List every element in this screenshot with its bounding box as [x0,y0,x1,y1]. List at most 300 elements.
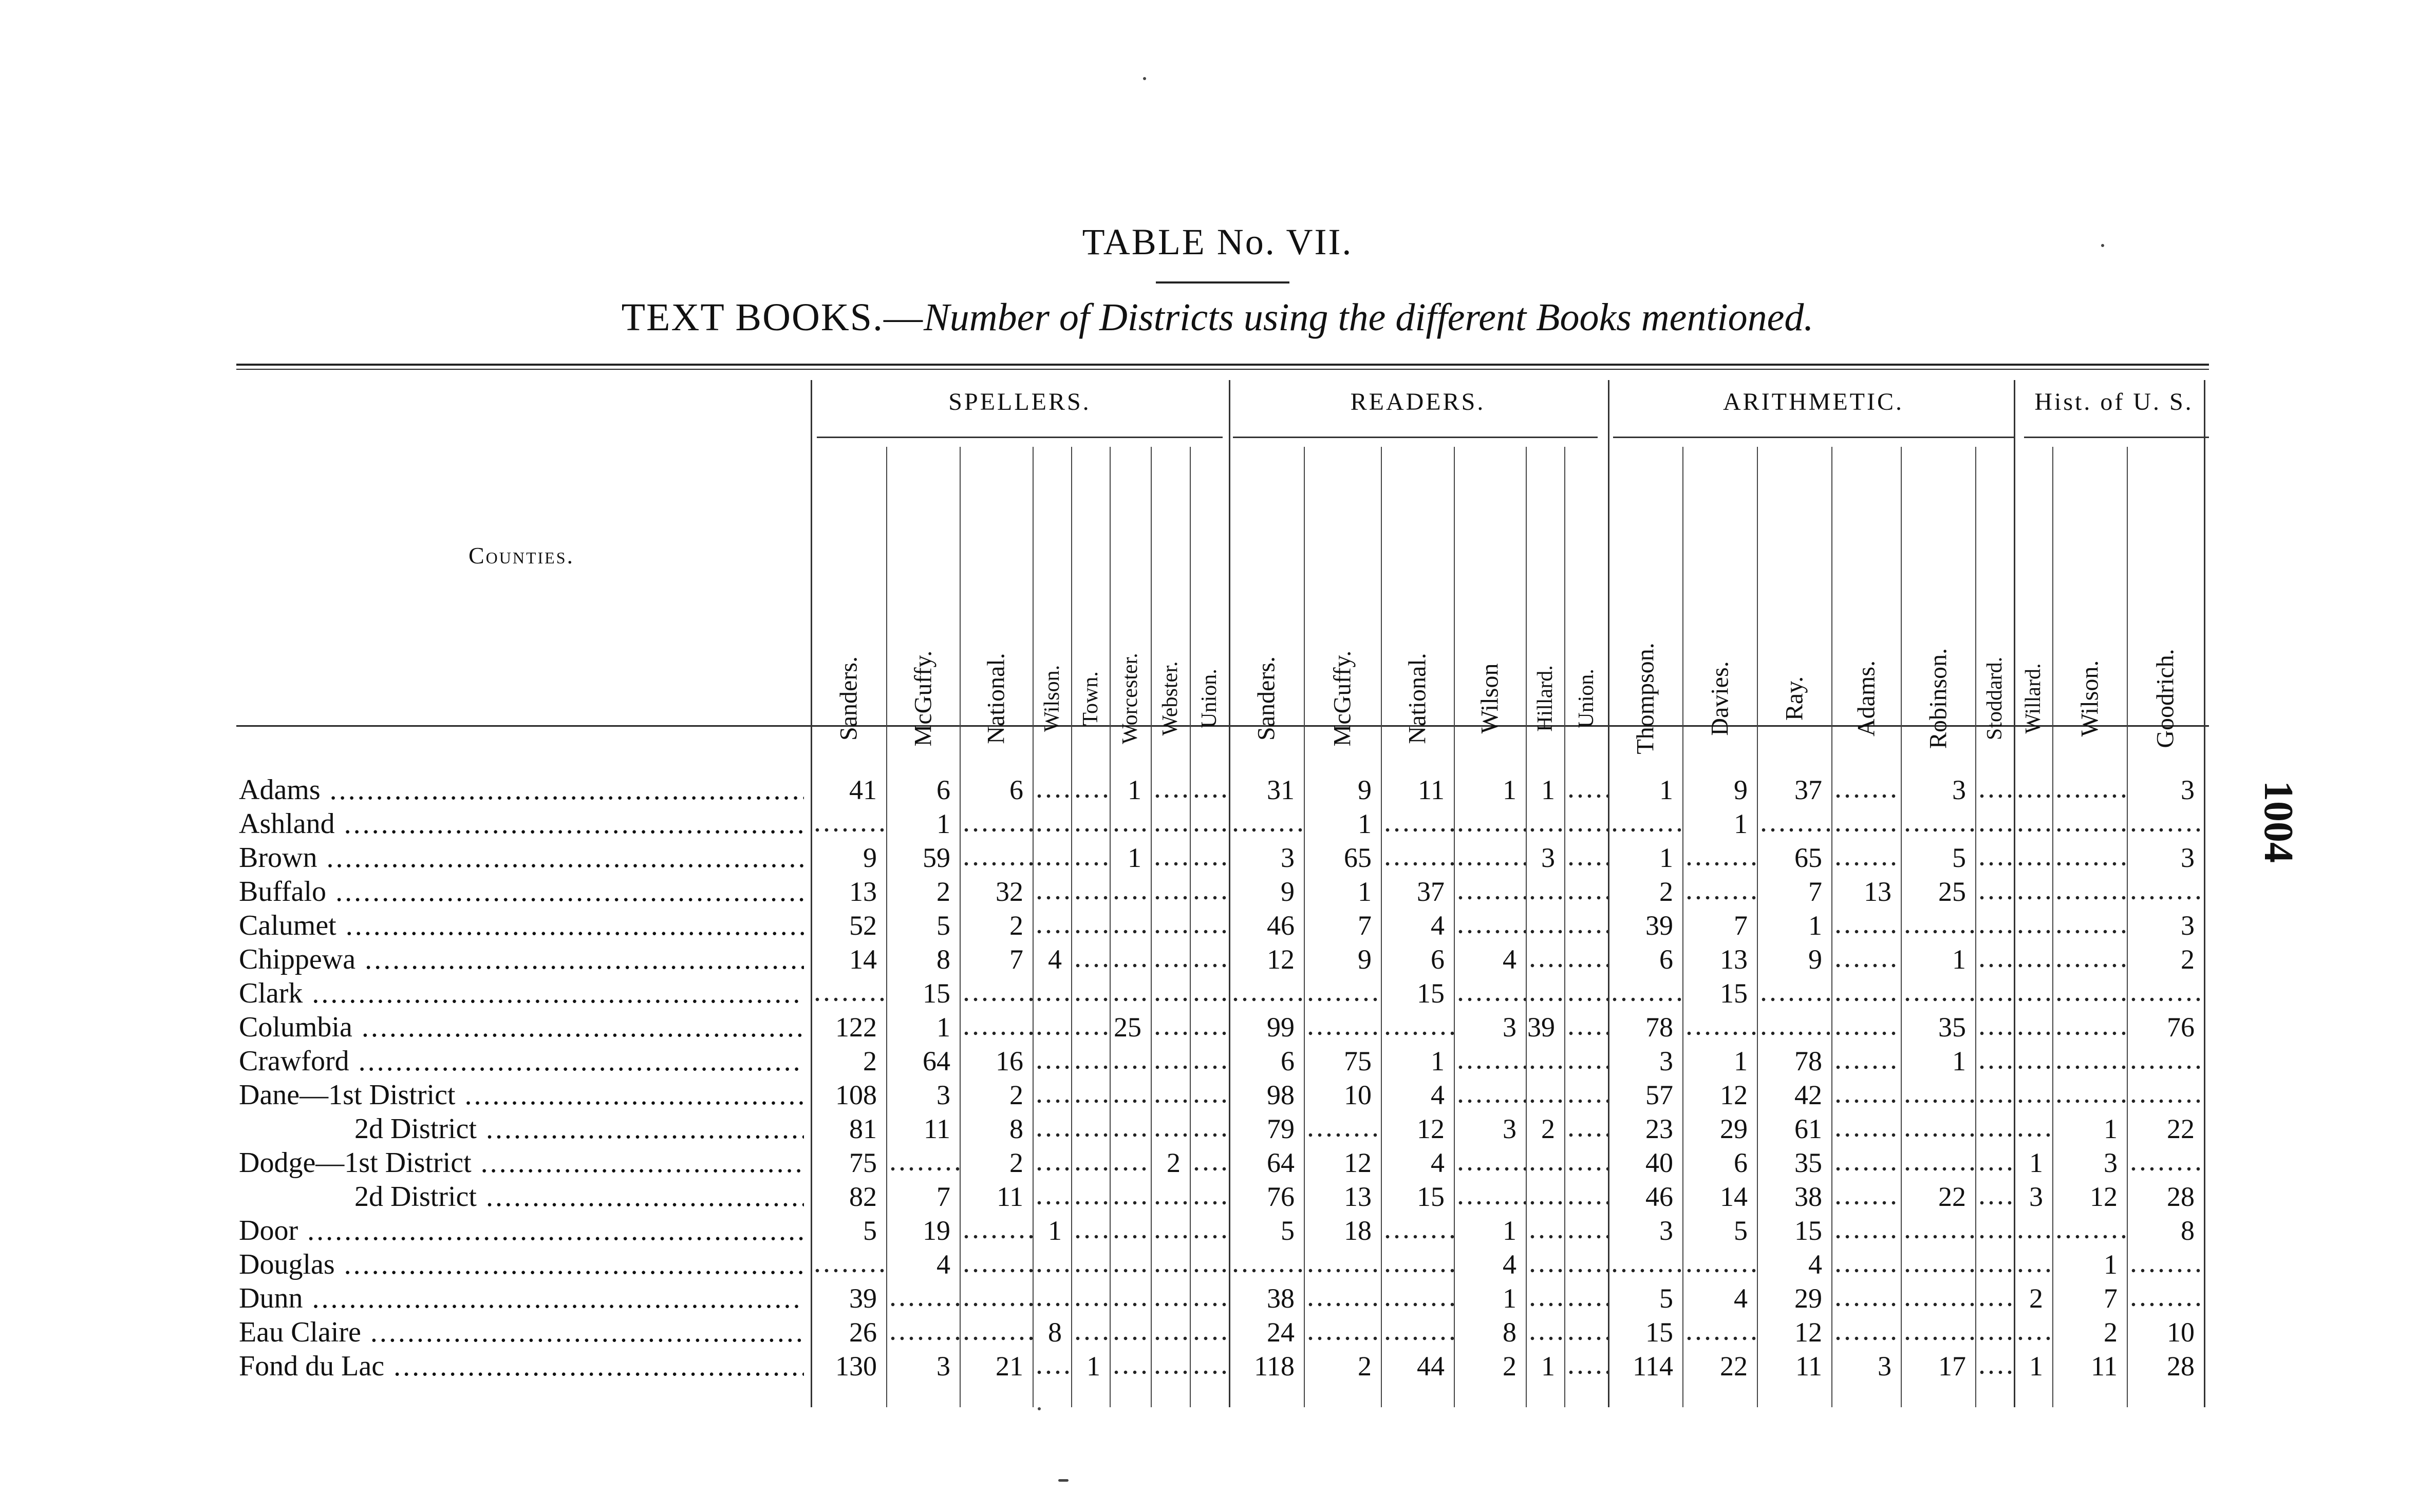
table-cell [2014,1248,2052,1281]
table-cell [1831,1214,1901,1248]
table-cell: 8 [1503,1317,1516,1348]
table-cell [1033,875,1071,909]
table-cell: 2 [1009,1147,1023,1178]
table-cell [1151,942,1190,976]
table-cell [2127,807,2204,841]
table-cell [1564,875,1608,909]
table-cell: 15 [1645,1317,1673,1348]
subtitle-description: Number of Districts using the different Books mentioned. [924,296,1814,339]
table-cell: 1 [1503,1283,1516,1314]
table-cell [1564,1180,1608,1214]
table-cell [1071,1112,1110,1146]
table-cell [1975,1078,2014,1112]
table-cell [1304,1315,1381,1349]
table-cell [1190,841,1229,875]
table-cell [1564,976,1608,1010]
table-cell: 1 [2029,1147,2043,1178]
table-cell: 28 [2167,1181,2195,1212]
table-cell: 19 [923,1215,950,1246]
table-cell: 26 [849,1317,877,1348]
table-cell: 11 [1418,774,1445,805]
table-cell: 1 [2104,1113,2118,1144]
table-cell: 25 [1114,1012,1141,1043]
table-cell [1454,807,1526,841]
table-cell [1229,807,1304,841]
table-cell [1564,1349,1608,1383]
table-cell [1304,1112,1381,1146]
table-cell [1564,942,1608,976]
table-cell: 61 [1794,1113,1822,1144]
table-cell [1901,1146,1975,1180]
table-cell [1190,1214,1229,1248]
table-cell [1975,841,2014,875]
table-cell [1608,976,1682,1010]
table-cell: 3 [1659,1046,1673,1076]
table-cell [1071,976,1110,1010]
table-cell [1110,1315,1151,1349]
table-cell [2014,1214,2052,1248]
table-cell: 2 [1659,876,1673,907]
table-cell: 29 [1720,1113,1748,1144]
table-cell: 11 [2091,1351,2118,1382]
table-cell [1151,909,1190,942]
table-cell [1110,875,1151,909]
table-cell [1831,1112,1901,1146]
table-cell [2052,773,2127,807]
table-cell [2014,1044,2052,1078]
table-row [0,807,2435,841]
table-cell: 13 [1864,876,1891,907]
table-cell [1190,1281,1229,1315]
table-cell [1229,1248,1304,1281]
table-cell [1151,1214,1190,1248]
table-row [0,841,2435,875]
table-cell [811,976,886,1010]
table-cell [2014,1010,2052,1044]
table-cell [1071,1078,1110,1112]
table-cell: 22 [2167,1113,2195,1144]
table-cell: 1 [936,808,950,839]
table-cell [1564,909,1608,942]
table-cell [1381,1281,1454,1315]
table-cell: 6 [1659,944,1673,975]
table-cell [1564,1112,1608,1146]
table-cell [1831,1248,1901,1281]
table-cell [1901,807,1975,841]
table-cell [811,807,886,841]
table-cell: 4 [936,1249,950,1280]
table-subtitle [0,295,2435,340]
table-cell [1901,909,1975,942]
table-cell: 8 [2181,1215,2195,1246]
table-cell: 11 [1795,1351,1822,1382]
table-cell: 76 [2167,1012,2195,1043]
table-cell: 3 [2029,1181,2043,1212]
table-cell [1454,976,1526,1010]
table-cell: 12 [1794,1317,1822,1348]
table-cell [1975,1248,2014,1281]
table-cell: 81 [849,1113,877,1144]
table-cell: 3 [2181,774,2195,805]
group-header-history: Hist. of U. S. [2034,388,2194,415]
table-cell [1831,1180,1901,1214]
table-cell [1071,1044,1110,1078]
table-cell: 22 [1938,1181,1966,1212]
table-cell [1190,807,1229,841]
group-header-spellers: SPELLERS. [948,388,1091,415]
table-cell [1526,1146,1564,1180]
column-header-label: Union. [1197,669,1221,728]
table-cell [2014,1112,2052,1146]
table-cell [1682,841,1757,875]
county-name: Dunn ..... [239,1281,804,1315]
table-cell [1033,1248,1071,1281]
table-cell [1975,909,2014,942]
table-cell [1033,1112,1071,1146]
county-name: 2d District ..... [354,1180,804,1214]
table-cell [1526,942,1564,976]
table-cell: 65 [1794,842,1822,873]
table-cell: 13 [1720,944,1748,975]
table-cell [1975,1112,2014,1146]
table-cell [1151,1078,1190,1112]
table-cell: 6 [1431,944,1445,975]
table-cell: 38 [1267,1283,1295,1314]
page-number: 1004 [2256,781,2301,863]
table-cell [1975,807,2014,841]
table-cell [2052,1044,2127,1078]
table-cell: 2 [1503,1351,1516,1382]
table-cell [2052,909,2127,942]
column-header-label: Goodrich. [2151,649,2179,748]
table-cell [1831,1315,1901,1349]
table-cell [1975,1349,2014,1383]
column-header-label: Robinson. [1924,648,1952,749]
table-cell: 15 [1417,1181,1445,1212]
table-cell [1151,1180,1190,1214]
table-cell: 9 [1358,774,1372,805]
table-cell: 17 [1938,1351,1966,1382]
table-cell [1151,1248,1190,1281]
table-cell: 57 [1645,1080,1673,1110]
table-cell: 15 [923,978,950,1009]
table-row [0,976,2435,1010]
table-title: TABLE No. VII. [1082,221,1353,262]
table-cell: 6 [1734,1147,1748,1178]
table-cell [2014,909,2052,942]
table-cell [1454,909,1526,942]
table-cell [1975,942,2014,976]
table-cell: 11 [924,1113,950,1144]
table-cell [1110,807,1151,841]
table-cell: 59 [923,842,950,873]
table-cell [2052,942,2127,976]
table-cell: 3 [1503,1012,1516,1043]
table-cell: 24 [1267,1317,1295,1348]
table-cell [2014,1315,2052,1349]
county-name: 2d District ..... [354,1112,804,1146]
table-cell [2127,875,2204,909]
table-cell [1110,976,1151,1010]
table-cell [1190,1180,1229,1214]
table-row [0,1044,2435,1078]
table-cell [2014,1078,2052,1112]
table-cell: 13 [1344,1181,1372,1212]
print-speck [1058,1479,1069,1482]
table-cell: 12 [1267,944,1295,975]
table-cell [1975,1044,2014,1078]
table-cell [1381,1315,1454,1349]
table-cell [1682,875,1757,909]
table-cell [1110,1112,1151,1146]
table-cell: 3 [2181,910,2195,941]
table-cell [886,1146,960,1180]
table-cell [1608,807,1682,841]
table-cell: 41 [849,774,877,805]
table-cell [1564,773,1608,807]
table-cell: 4 [1431,1080,1445,1110]
table-cell: 2 [1541,1113,1555,1144]
column-header-label: Stoddard. [1982,656,2007,741]
table-row [0,1010,2435,1044]
column-header-label: National. [982,653,1010,744]
table-cell: 4 [1503,944,1516,975]
table-cell [1831,1044,1901,1078]
table-cell: 38 [1794,1181,1822,1212]
table-cell [1151,1281,1190,1315]
column-header-label: Adams. [1852,660,1880,736]
table-cell [1564,1044,1608,1078]
table-cell [1831,1010,1901,1044]
table-cell [1564,1315,1608,1349]
table-cell: 8 [936,944,950,975]
table-cell: 1 [1541,1351,1555,1382]
table-cell [1975,773,2014,807]
table-cell: 2 [1358,1351,1372,1382]
table-cell [2052,1078,2127,1112]
table-cell: 1 [2104,1249,2118,1280]
table-cell: 10 [1344,1080,1372,1110]
table-cell [1975,1315,2014,1349]
column-header-label: Ray. [1781,676,1808,721]
table-cell: 9 [1358,944,1372,975]
table-cell: 98 [1267,1080,1295,1110]
table-cell [1831,773,1901,807]
table-cell [1110,1180,1151,1214]
table-cell: 42 [1794,1080,1822,1110]
table-cell: 2 [1167,1147,1181,1178]
table-cell [1901,1281,1975,1315]
table-cell [1071,1146,1110,1180]
table-cell [960,807,1033,841]
table-cell: 2 [936,876,950,907]
table-cell [1190,1315,1229,1349]
table-cell [1110,942,1151,976]
table-cell [1564,1146,1608,1180]
table-cell: 1 [2029,1351,2043,1382]
table-cell [1071,942,1110,976]
table-cell: 37 [1417,876,1445,907]
table-cell: 1 [1808,910,1822,941]
table-cell [1033,1281,1071,1315]
table-cell [1757,976,1831,1010]
table-cell [1975,1214,2014,1248]
table-cell: 1 [1659,774,1673,805]
table-cell: 39 [1645,910,1673,941]
table-cell: 1 [1952,1046,1966,1076]
table-cell [1831,841,1901,875]
table-cell [1831,976,1901,1010]
table-cell: 12 [1417,1113,1445,1144]
table-cell: 28 [2167,1351,2195,1382]
table-cell [1757,1010,1831,1044]
table-cell [1454,1078,1526,1112]
table-cell [1975,1010,2014,1044]
group-rule-arithmetic [1613,437,2014,438]
column-header-label: Town. [1078,671,1102,726]
table-row [0,1248,2435,1281]
table-cell: 108 [835,1080,877,1110]
table-cell [1033,773,1071,807]
table-cell [2052,841,2127,875]
county-name: Ashland ..... [239,807,804,841]
table-row [0,1281,2435,1315]
table-cell [1454,1146,1526,1180]
table-cell [1757,807,1831,841]
table-top-rule-inner [236,369,2209,370]
table-cell [1190,1349,1229,1383]
table-cell [2052,976,2127,1010]
table-cell: 5 [1734,1215,1748,1246]
table-cell [1190,1078,1229,1112]
table-cell: 64 [923,1046,950,1076]
table-cell [1381,841,1454,875]
column-header-label: Webster. [1158,661,1182,736]
table-row [0,773,2435,807]
table-cell: 23 [1645,1113,1673,1144]
table-cell [1526,875,1564,909]
table-cell [1564,1010,1608,1044]
county-name: Brown ..... [239,841,804,875]
table-cell: 76 [1267,1181,1295,1212]
table-cell: 12 [2090,1181,2118,1212]
table-cell [960,841,1033,875]
table-cell [1033,1146,1071,1180]
table-cell [1901,976,1975,1010]
column-header-label: McGuffy. [909,650,936,747]
table-cell [1071,1214,1110,1248]
table-cell: 3 [2181,842,2195,873]
header-bottom-rule [236,725,2209,727]
table-cell [2014,942,2052,976]
table-cell [2052,807,2127,841]
column-header-label: Hillard. [1533,665,1557,732]
table-cell: 9 [1734,774,1748,805]
table-cell: 12 [1720,1080,1748,1110]
print-speck [1038,1407,1041,1410]
table-cell [1831,807,1901,841]
table-cell [1110,1146,1151,1180]
table-cell [960,1315,1033,1349]
column-header-label: Wilson. [1040,665,1064,732]
table-cell [960,1281,1033,1315]
table-cell [1151,841,1190,875]
table-cell [1110,1044,1151,1078]
table-cell [2014,773,2052,807]
title-divider [1156,281,1289,284]
table-cell [1454,1180,1526,1214]
table-cell: 3 [936,1080,950,1110]
county-name: Adams ..... [239,773,804,807]
table-cell [1151,1112,1190,1146]
table-cell: 14 [849,944,877,975]
table-cell: 35 [1938,1012,1966,1043]
group-rule-history [2024,437,2209,438]
table-cell [1454,1044,1526,1078]
table-cell [1526,1214,1564,1248]
table-cell [1831,1281,1901,1315]
table-cell: 5 [863,1215,877,1246]
table-cell [1110,909,1151,942]
county-name: Calumet ..... [239,909,804,942]
table-cell [1190,1248,1229,1281]
table-cell [1190,976,1229,1010]
column-header-label: Worcester. [1118,653,1142,744]
column-header-label: Wilson. [2076,660,2103,737]
table-cell: 46 [1645,1181,1673,1212]
table-cell: 37 [1794,774,1822,805]
county-name: Door ..... [239,1214,804,1248]
table-cell: 31 [1267,774,1295,805]
table-cell [1190,909,1229,942]
table-cell: 99 [1267,1012,1295,1043]
table-cell [1151,1349,1190,1383]
table-row [0,1180,2435,1214]
table-cell [1304,1010,1381,1044]
table-cell: 25 [1938,876,1966,907]
table-cell: 7 [1009,944,1023,975]
table-cell [1901,1315,1975,1349]
table-cell: 3 [2104,1147,2118,1178]
group-rule-readers [1233,437,1598,438]
table-row [0,1112,2435,1146]
table-cell [960,1248,1033,1281]
table-cell: 1 [1952,944,1966,975]
table-cell [1381,1248,1454,1281]
table-cell [1071,1180,1110,1214]
table-cell: 14 [1720,1181,1748,1212]
table-cell [1071,909,1110,942]
column-header-label: McGuffy. [1328,650,1356,747]
table-row [0,909,2435,942]
table-cell [1151,1010,1190,1044]
table-cell [1682,1315,1757,1349]
table-cell [1526,909,1564,942]
table-cell [811,1248,886,1281]
table-cell [1901,1214,1975,1248]
table-cell [1110,1349,1151,1383]
table-cell: 1 [1358,876,1372,907]
table-cell [1071,1248,1110,1281]
table-cell: 1 [1048,1215,1062,1246]
table-cell: 1 [1503,774,1516,805]
table-cell [1190,942,1229,976]
table-cell [1454,841,1526,875]
table-cell: 78 [1645,1012,1673,1043]
table-cell [1033,841,1071,875]
table-cell [1526,1248,1564,1281]
column-header-label: Sanders. [1252,656,1280,741]
